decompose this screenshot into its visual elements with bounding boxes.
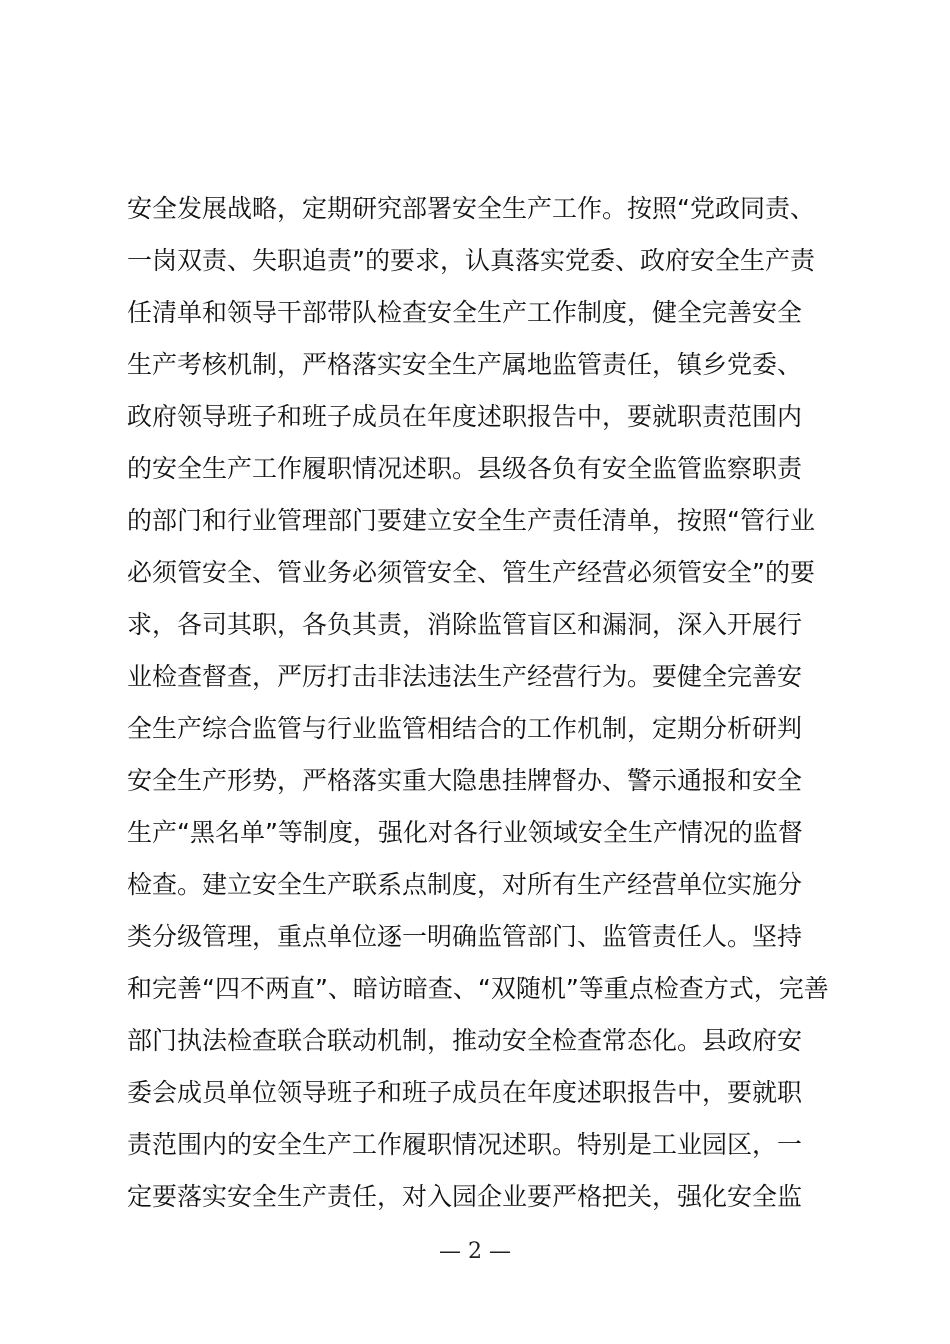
- text-line: 求，各司其职，各负其责，消除监管盲区和漏洞，深入开展行: [127, 610, 803, 639]
- text-line: 安全生产形势，严格落实重大隐患挂牌督办、警示通报和安全: [127, 766, 803, 795]
- text-line: 部门执法检查联合联动机制，推动安全检查常态化。县政府安: [127, 1026, 803, 1055]
- text-line: 委会成员单位领导班子和班子成员在年度述职报告中，要就职: [127, 1078, 803, 1107]
- text-line: 必须管安全、管业务必须管安全、管生产经营必须管安全”的要: [127, 558, 815, 587]
- text-line: 的部门和行业管理部门要建立安全生产责任清单，按照“管行业: [127, 506, 815, 535]
- text-line: 任清单和领导干部带队检查安全生产工作制度，健全完善安全: [127, 298, 803, 327]
- text-line: 生产“黑名单”等制度，强化对各行业领域安全生产情况的监督: [127, 818, 803, 847]
- text-line: 业检查督查，严厉打击非法违法生产经营行为。要健全完善安: [127, 662, 803, 691]
- text-line: 责范围内的安全生产工作履职情况述职。特别是工业园区，一: [127, 1130, 803, 1159]
- text-line: 生产考核机制，严格落实安全生产属地监管责任，镇乡党委、: [127, 350, 803, 379]
- text-line: 和完善“四不两直”、暗访暗查、“双随机”等重点检查方式，完善: [127, 974, 829, 1003]
- text-line: 类分级管理，重点单位逐一明确监管部门、监管责任人。坚持: [127, 922, 803, 951]
- page-number: — 2 —: [439, 1239, 511, 1264]
- text-line: 一岗双责、失职追责”的要求，认真落实党委、政府安全生产责: [127, 246, 815, 275]
- text-line: 定要落实安全生产责任，对入园企业要严格把关，强化安全监: [127, 1182, 803, 1211]
- body-text: [127, 183, 827, 1223]
- text-line: 检查。建立安全生产联系点制度，对所有生产经营单位实施分: [127, 870, 803, 899]
- text-line: 安全发展战略，定期研究部署安全生产工作。按照“党政同责、: [127, 194, 815, 223]
- text-line: 的安全生产工作履职情况述职。县级各负有安全监管监察职责: [127, 454, 803, 483]
- text-line: 政府领导班子和班子成员在年度述职报告中，要就职责范围内: [127, 402, 803, 431]
- text-line: 全生产综合监管与行业监管相结合的工作机制，定期分析研判: [127, 714, 803, 743]
